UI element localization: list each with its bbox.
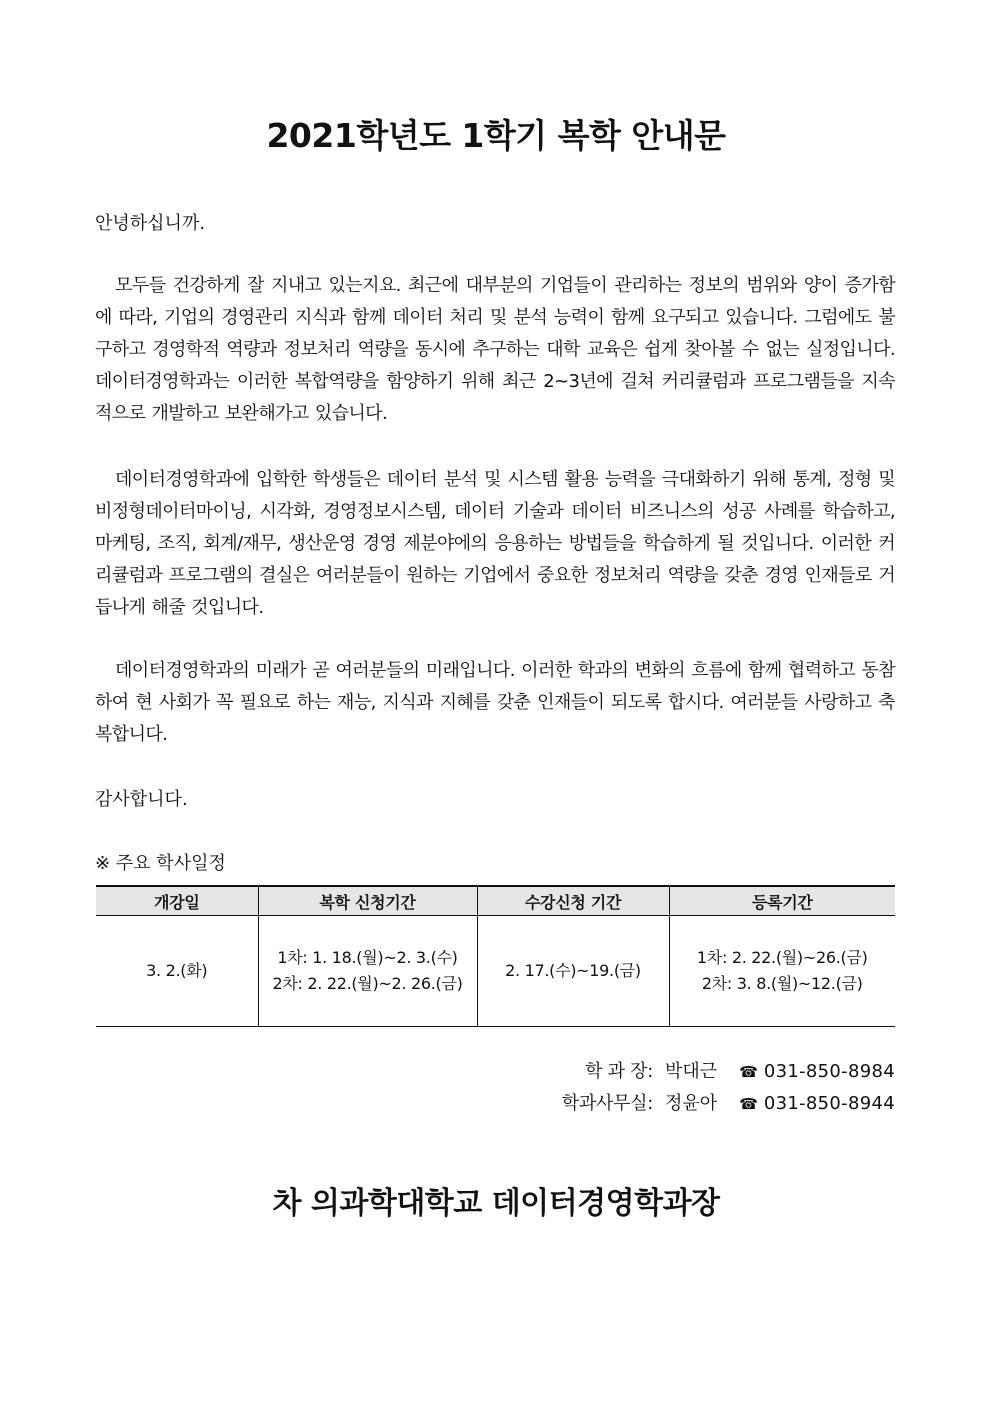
cell-readmission-period xyxy=(258,916,477,1027)
contact-name: 박대근 xyxy=(665,1061,718,1082)
enrollment-round-1: 1차: 2. 22.(월)~26.(금) xyxy=(696,948,868,967)
schedule-heading: ※ 주요 학사일정 xyxy=(95,853,226,874)
cell-start-date xyxy=(96,916,258,1027)
page-title: 2021학년도 1학기 복학 안내문 xyxy=(266,116,726,155)
header-start-date: 개강일 xyxy=(96,886,258,916)
contact-label: 학과사무실: xyxy=(561,1093,654,1114)
course-registration-value: 2. 17.(수)~19.(금) xyxy=(505,961,641,980)
body-paragraph: 모두들 건강하게 잘 지내고 있는지요. 최근에 대부분의 기업들이 관리하는 정보의 범위와 양이 증가함에 따라, 기업의 경영관리 지식과 함께 데이터 처리 및 분석 능력이 함께 요구되고 있습니다. 그럼에도 불구하고 경영학적 역량과 정보처리 역량을 동시에 추구하는 대학 교육은 쉽게 찾아볼 수 없는 실정입니다. 데이터경영학과는 이러한 복합역량을 함양하기 위해 최근 2~3년에 걸쳐 커리큘럼과 프로그램들을 지속적으로 개발하고 보완해가고 있습니다. xyxy=(95,275,895,424)
start-date-value: 3. 2.(화) xyxy=(146,961,208,980)
greeting: 안녕하십니까. xyxy=(95,213,206,234)
cell-enrollment-period xyxy=(669,916,895,1027)
header-readmission-period: 복학 신청기간 xyxy=(258,886,477,916)
phone-icon: ☎ xyxy=(739,1095,758,1113)
table-row xyxy=(96,916,895,1027)
schedule-table xyxy=(96,885,895,1027)
body-paragraph: 데이터경영학과에 입학한 학생들은 데이터 분석 및 시스템 활용 능력을 극대화하기 위해 통계, 정형 및 비정형데이터마이닝, 시각화, 경영정보시스템, 데이터 기술과 데이터 비즈니스의 성공 사례를 학습하고, 마케팅, 조직, 회계/재무, 생산운영 경영 제분야에의 응용하는 방법들을 학습하게 될 것입니다. 이러한 커리큘럼과 프로그램의 결실은 여러분들이 원하는 기업에서 중요한 정보처리 역량을 갖춘 경영 인재들로 거듭나게 해줄 것입니다. xyxy=(95,469,895,618)
contact-block xyxy=(540,1056,895,1120)
enrollment-round-2: 2차: 3. 8.(월)~12.(금) xyxy=(701,974,863,993)
phone-number: 031-850-8984 xyxy=(763,1061,895,1082)
signature: 차 의과학대학교 데이터경영학과장 xyxy=(272,1186,720,1221)
contact-department-office xyxy=(540,1088,895,1120)
phone-number: 031-850-8944 xyxy=(763,1093,895,1114)
cell-course-registration-period xyxy=(477,916,669,1027)
contact-label: 학 과 장: xyxy=(585,1061,654,1082)
readmission-round-1: 1차: 1. 18.(월)~2. 3.(수) xyxy=(277,948,458,967)
phone-icon: ☎ xyxy=(739,1063,758,1081)
body-paragraph: 데이터경영학과의 미래가 곧 여러분들의 미래입니다. 이러한 학과의 변화의 흐름에 함께 협력하고 동참하여 현 사회가 꼭 필요로 하는 재능, 지식과 지혜를 갖춘 인재들이 되도록 합시다. 여러분들 사랑하고 축복합니다. xyxy=(95,660,895,745)
contact-name: 정윤아 xyxy=(665,1093,718,1114)
header-course-registration-period: 수강신청 기간 xyxy=(477,886,669,916)
readmission-round-2: 2차: 2. 22.(월)~2. 26.(금) xyxy=(272,974,463,993)
header-enrollment-period: 등록기간 xyxy=(669,886,895,916)
contact-department-head xyxy=(540,1056,895,1088)
schedule-header-row xyxy=(96,886,895,916)
closing-text: 감사합니다. xyxy=(95,789,188,810)
